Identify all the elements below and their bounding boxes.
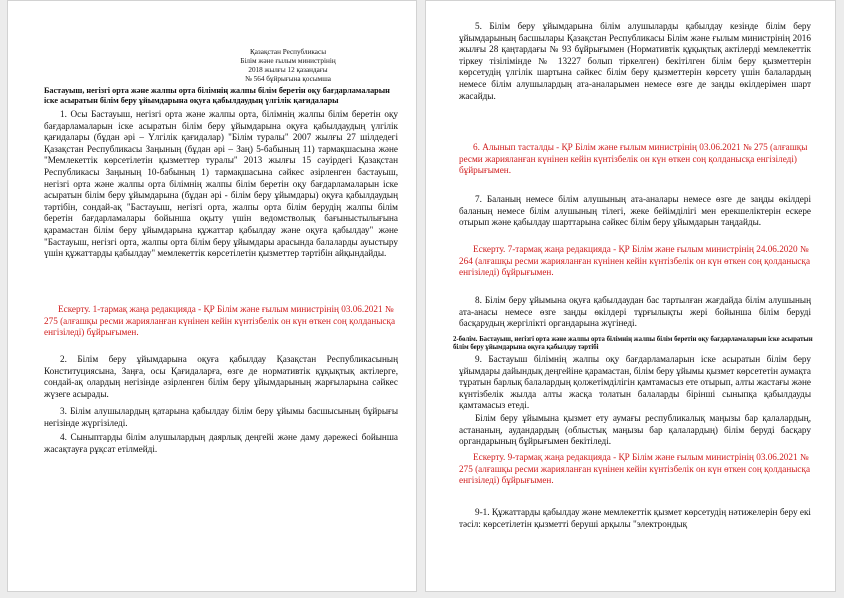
amendment-note-7: Ескерту. 7-тармақ жаңа редакцияда - ҚР Білім және ғылым министрінің 24.06.2020 № 264 (алғашқы ресми жарияланған күнінен кейін күнтізбелік он күн өткен соң қолданысқа енгізіледі) бұйрығымен. (459, 244, 811, 278)
paragraph-9-territory: Білім беру ұйымына қызмет ету аумағы республикалық маңызы бар қалалардың, астананың, аудандардың (облыстық маңызы бар қалалардың) білім беруді басқару органдарының бұйрығымен бекітіледі. (459, 413, 811, 447)
amendment-note-1: Ескерту. 1-тармақ жаңа редакцияда - ҚР Білім және ғылым министрінің 03.06.2021 № 275 (алғашқы ресми жарияланған күнінен кейін күнтізбелік он күн өткен соң қолданысқа енгізіледі) бұйрығымен. (44, 304, 396, 338)
header-line-4: № 564 бұйрығына қосымша (245, 75, 331, 83)
paragraph-7: 7. Баланың немесе білім алушының ата-аналары немесе өзге де заңды өкілдері баланың немесе білім алушының тілегі, жеке бейімділігі мен ерекшеліктерін ескере отырып және қабылдау шарттарына сәйкес білім беру ұйымдарын таңдайды. (459, 194, 811, 228)
document-title: Бастауыш, негізгі орта және жалпы орта білімнің жалпы білім беретін оқу бағдарламаларын іске асыратын білім беру ұйымдарына оқуға қабылдаудың үлгілік қағидалары (44, 86, 390, 105)
paragraph-8: 8. Білім беру ұйымына оқуға қабылдаудан бас тартылған жағдайда білім алушының ата-анасы немесе өзге заңды өкілдері тұрғылықты жері бойынша білім беруді басқарудың жергілікті органдарына жүгінеді. (459, 295, 811, 329)
paragraph-5: 5. Білім беру ұйымдарына білім алушыларды қабылдау кезінде білім беру ұйымдарының басшылары Қазақстан Республикасы Білім және ғылым министрінің 2016 жылғы 28 қаңтардағы № 93 бұйрығымен (Нормативтік құқықтық актілерді мемлекеттік тіркеу тізілімінде № 13227 болып тіркелген) бекітілген білім беру қызметтерін көрсетудің үлгілік шартына сәйкес білім беру қызметтерін көрсету үшін балалардың немесе білім алушылардың ата-аналарымен немесе өзге де заңды өкілдерімен шарт жасайды. (459, 21, 811, 101)
paragraph-2: 2. Білім беру ұйымдарына оқуға қабылдау Қазақстан Республикасының Конституциясына, Заңға, осы Қағидаларға, өзге де нормативтік құқықтық актілерге, сондай-ақ олардың негізінде әзірленген білім беру ұйымдарының жарғыларына сәйкес жүзеге асырады. (44, 354, 398, 399)
appendix-header (198, 48, 378, 84)
header-line-1: Қазақстан Республикасы (249, 48, 327, 56)
header-line-2: Білім және ғылым министрінің (240, 57, 336, 65)
paragraph-1: 1. Осы Бастауыш, негізгі орта және жалпы орта, білімнің жалпы білім беретін оқу бағдарламаларын іске асыратын білім беру ұйымдарына оқуға қабылдаудың үлгілік қағидалары (бұдан әрі – Үлгілік қағидалар) "Білім туралы" 2007 жылғы 27 шілдедегі Қазақстан Республикасы Заңының (бұдан әрі – Заң) 5-бабының 11) тармақшасына және "Мемлекеттік көрсетілетін қызметтер туралы" 2013 жылғы 15 сәуірдегі Қазақстан Республикасы Заңының 10-бабының 1) тармақшасына сәйкес әзірленген бастауыш, негізгі орта және жалпы орта білімнің жалпы білім беретін оқу бағдарламаларын іске асыратын білім беру ұйымдарына (бұдан әрі - білім беру ұйымдары) оқуға қабылдаудың тәртібін, сондай-ақ "Бастауыш, негізгі орта, жалпы орта білім берудің жалпы білім беретін бағдарламалары бойынша оқыту үшін ведомстволық бағыныстылығына қарамастан білім беру ұйымдарына құжаттар қабылдау және оқуға қабылдау" және "Бастауыш, негізгі орта, жалпы орта білім беру ұйымдары арасында балаларды ауыстыру үшін құжаттарды қабылдау" мемлекеттік көрсетілетін қызметтер тәртібін айқындайды. (44, 109, 398, 259)
header-line-3: 2018 жылғы 12 қазандағы (248, 66, 328, 74)
document-page-left (7, 0, 417, 592)
paragraph-9-1: 9-1. Құжаттарды қабылдау және мемлекеттік қызмет көрсетудің нәтижелерін беру екі тәсіл: көрсетілетін қызметті беруші арқылы "электрондық (459, 507, 811, 529)
amendment-note-9: Ескерту. 9-тармақ жаңа редакцияда - ҚР Білім және ғылым министрінің 03.06.2021 № 275 (алғашқы ресми жарияланған күнінен кейін күнтізбелік он күн өткен соң қолданысқа енгізіледі) бұйрығымен. (459, 452, 811, 486)
paragraph-4: 4. Сыныптарды білім алушылардың даярлық деңгейі және даму дәрежесі бойынша жасақтауға рұқсат етілмейді. (44, 432, 398, 454)
document-page-right (425, 0, 836, 592)
paragraph-9: 9. Бастауыш білімнің жалпы оқу бағдарламаларын іске асыратын білім беру ұйымдары дайындық деңгейіне қарамастан, білім беру ұйымы қызмет көрсететін аумақта тұратын барлық балалардың қолжетімділігін қамтамасыз ете отырып, алты жастағы және күнтізбелік жылда алты жасқа толатын балаларды бірінші сыныпқа қабылдауды қамтамасыз етеді. (459, 354, 811, 411)
section-2-heading: 2-бөлім. Бастауыш, негізгі орта және жалпы орта білімнің жалпы білім беретін оқу бағдарламаларын іске асыратын білім беру ұйымдарына оқуға қабылдау тәртібі (453, 336, 813, 352)
amendment-note-6: 6. Алынып тасталды - ҚР Білім және ғылым министрінің 03.06.2021 № 275 (алғашқы ресми жарияланған күнінен кейін күнтізбелік он күн өткен соң қолданысқа енгізіледі) бұйрығымен. (459, 142, 808, 176)
paragraph-3: 3. Білім алушылардың қатарына қабылдау білім беру ұйымы басшысының бұйрығы негізінде жүргізіледі. (44, 406, 398, 428)
